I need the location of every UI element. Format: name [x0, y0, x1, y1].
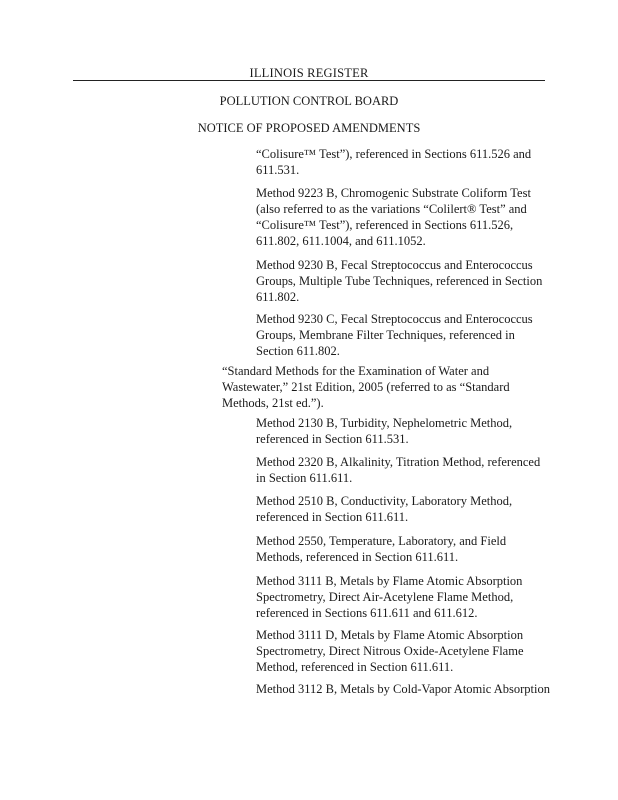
register-title: ILLINOIS REGISTER	[249, 66, 369, 80]
paragraph-method-2550: Method 2550, Temperature, Laboratory, and Field Methods, referenced in Section 611.611.	[256, 534, 507, 564]
notice-title: NOTICE OF PROPOSED AMENDMENTS	[197, 121, 421, 135]
paragraph-method-9230c: Method 9230 C, Fecal Streptococcus and Enterococcus Groups, Membrane Filter Techniques, referenced in Section 611.802.	[256, 312, 533, 358]
paragraph-method-2510b: Method 2510 B, Conductivity, Laboratory Method, referenced in Section 611.611.	[256, 494, 513, 524]
paragraph-standard-methods-21st: “Standard Methods for the Examination of Water and Wastewater,” 21st Edition, 2005 (referred to as “Standard Methods, 21st ed.”).	[222, 364, 510, 410]
board-title: POLLUTION CONTROL BOARD	[219, 94, 399, 108]
paragraph-method-3111d: Method 3111 D, Metals by Flame Atomic Absorption Spectrometry, Direct Nitrous Oxide-Acetylene Flame Method, referenced in Section 611.611.	[256, 628, 524, 674]
header-rule	[73, 80, 545, 81]
paragraph-method-3112b: Method 3112 B, Metals by Cold-Vapor Atomic Absorption	[256, 682, 550, 696]
paragraph-method-9230b: Method 9230 B, Fecal Streptococcus and Enterococcus Groups, Multiple Tube Techniques, referenced in Section 611.802.	[256, 258, 543, 304]
paragraph-method-3111b: Method 3111 B, Metals by Flame Atomic Absorption Spectrometry, Direct Air-Acetylene Flame Method, referenced in Sections 611.611 and 611.612.	[256, 574, 523, 620]
paragraph-colisure-continuation: “Colisure™ Test”), referenced in Sections 611.526 and 611.531.	[256, 147, 532, 177]
paragraph-method-9223b: Method 9223 B, Chromogenic Substrate Coliform Test (also referred to as the variations “Colilert® Test” and “Colisure™ Test”), referenced in Sections 611.526, 611.802, 611.1004, and 611.1052.	[256, 186, 531, 248]
paragraph-method-2320b: Method 2320 B, Alkalinity, Titration Method, referenced in Section 611.611.	[256, 455, 541, 485]
paragraph-method-2130b: Method 2130 B, Turbidity, Nephelometric Method, referenced in Section 611.531.	[256, 416, 513, 446]
